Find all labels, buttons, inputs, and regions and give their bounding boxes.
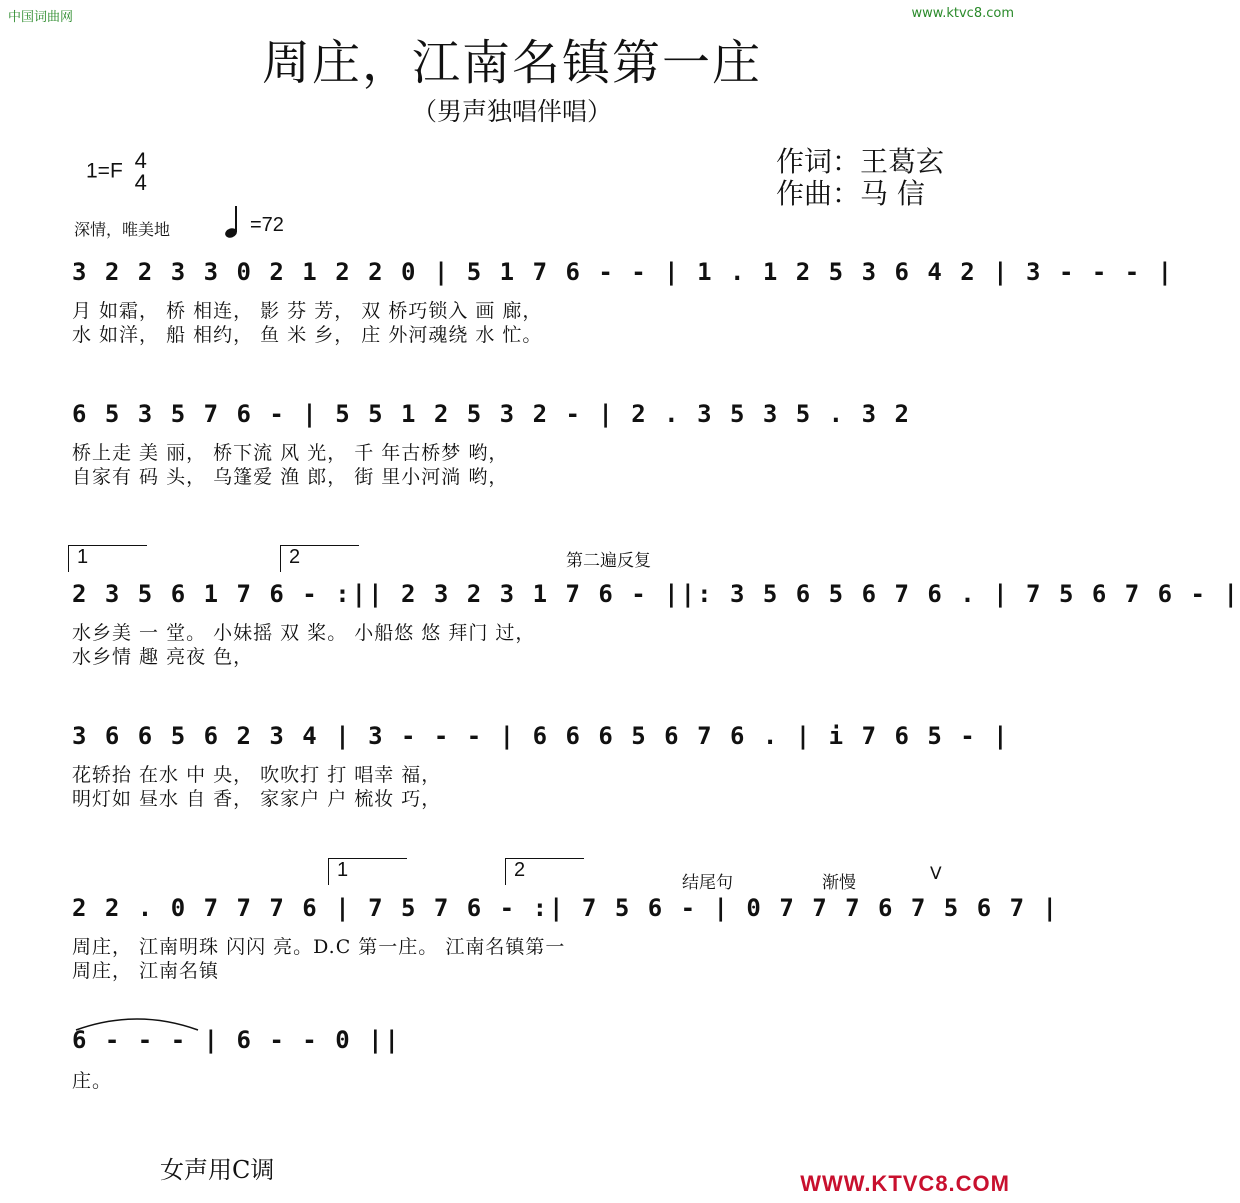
lyric-verse-1: 月 如霜， 桥 相连， 影 芬 芳， 双 桥巧锁入 画 廊， xyxy=(72,300,543,322)
notes-line: 3 2 2 3 3 0 2 1 2 2 0 | 5 1 7 6 - - | 1 . 1 2 5 3 6 4 2 | 3 - - - | xyxy=(72,258,1175,286)
time-signature-top: 4 xyxy=(134,148,147,173)
ritardando-label: 渐慢 xyxy=(822,873,856,893)
notes-line: 6 5 3 5 7 6 - | 5 5 1 2 5 3 2 - | 2 . 3 5 3 5 . 3 2 xyxy=(72,400,911,428)
footnote: 女声用C调 xyxy=(160,1156,275,1184)
key-label: 1=F xyxy=(86,159,123,183)
quarter-note-icon xyxy=(220,204,242,244)
music-row-2 xyxy=(72,400,982,490)
volta-first-ending: 1 xyxy=(68,545,147,572)
page-subtitle: （男声独唱伴唱） xyxy=(411,97,612,126)
volta-second-ending: 2 xyxy=(505,858,584,885)
lyric-verse-2: 周庄， 江南名镇 xyxy=(72,960,220,982)
notes-line: 2 2 . 0 7 7 7 6 | 7 5 7 6 - :| 7 5 6 - | 0 7 7 7 6 7 5 6 7 | xyxy=(72,894,1059,922)
notes-line: 6 - - - | 6 - - 0 || xyxy=(72,1026,401,1054)
ending-label: 结尾句 xyxy=(682,873,733,893)
volta-first-ending: 1 xyxy=(328,858,407,885)
lyric-verse-1: 庄。 xyxy=(72,1070,113,1092)
lyric-verse-2: 水乡情 趣 亮夜 色， xyxy=(72,646,254,668)
tempo-bpm: =72 xyxy=(250,214,284,236)
lyric-verse-1: 周庄， 江南明珠 闪闪 亮。D.C 第一庄。 江南名镇第一 xyxy=(72,936,566,958)
music-row-4 xyxy=(72,722,1010,812)
lyric-verse-2: 水 如洋， 船 相约， 鱼 米 乡， 庄 外河魂绕 水 忙。 xyxy=(72,324,543,346)
lyric-verse-2: 自家有 码 头， 乌篷爱 渔 郎， 街 里小河淌 哟， xyxy=(72,466,509,488)
music-row-6 xyxy=(72,1026,982,1096)
lyric-verse-2: 明灯如 昼水 自 香， 家家户 户 梳妆 巧， xyxy=(72,788,442,810)
page-title: 周庄，江南名镇第一庄 xyxy=(261,35,762,91)
tempo-marking: 深情，唯美地 xyxy=(74,220,171,239)
breath-mark: V xyxy=(930,864,942,884)
repeat-label: 第二遍反复 xyxy=(566,551,651,571)
lyric-verse-1: 花轿抬 在水 中 央， 吹吹打 打 唱幸 福， xyxy=(72,764,442,786)
key-signature xyxy=(86,150,147,194)
lyric-verse-1: 桥上走 美 丽， 桥下流 风 光， 千 年古桥梦 哟， xyxy=(72,442,509,464)
watermark-left: 中国词曲网 xyxy=(8,10,74,25)
notes-line: 2 3 5 6 1 7 6 - :|| 2 3 2 3 1 7 6 - ||: 3 5 6 5 6 7 6 . | 7 5 6 7 6 - | xyxy=(72,580,1240,608)
watermark-bottom: WWW.KTVC8.COM xyxy=(800,1171,1010,1196)
music-row-5 xyxy=(72,894,1059,984)
lyricist: 作词：王葛玄 xyxy=(776,145,945,178)
notes-line: 3 6 6 5 6 2 3 4 | 3 - - - | 6 6 6 5 6 7 6 . | i 7 6 5 - | xyxy=(72,722,1010,750)
music-row-1 xyxy=(72,258,1175,348)
composer: 作曲：马 信 xyxy=(776,177,925,210)
time-signature xyxy=(135,150,147,194)
music-row-3 xyxy=(72,580,1240,670)
watermark-right: www.ktvc8.com xyxy=(911,6,1014,21)
volta-second-ending: 2 xyxy=(280,545,359,572)
time-signature-bottom: 4 xyxy=(134,170,147,195)
lyric-verse-1: 水乡美 一 堂。 小妹摇 双 桨。 小船悠 悠 拜门 过， xyxy=(72,622,536,644)
